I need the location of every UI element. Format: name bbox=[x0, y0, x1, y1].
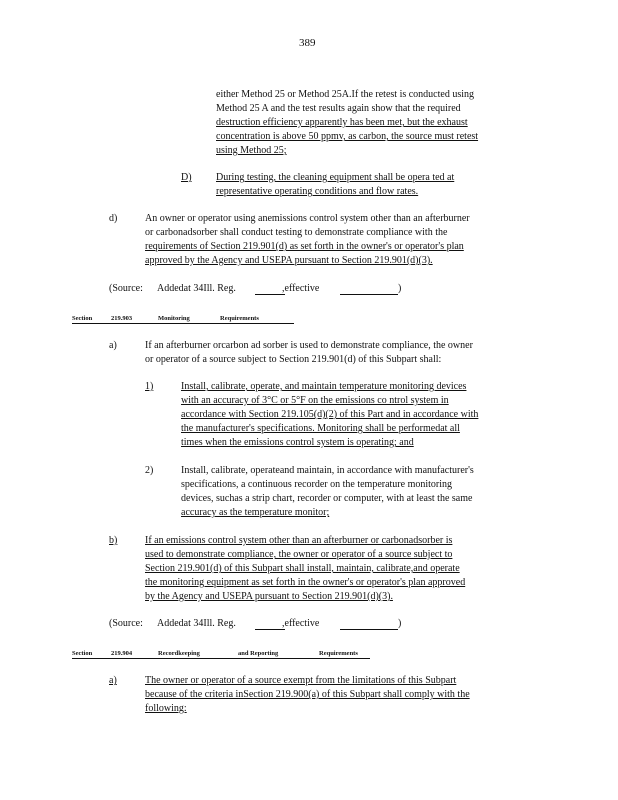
text-line: accordance with Section 219.105(d)(2) of this Part and in accordance with bbox=[181, 409, 479, 420]
source-prefix: (Source: bbox=[109, 618, 143, 629]
blank-line bbox=[340, 294, 398, 295]
blank-line bbox=[255, 629, 285, 630]
source-added: Addedat 34Ill. Reg. bbox=[157, 618, 236, 629]
text-line: The owner or operator of a source exempt from the limitations of this Subpart bbox=[145, 675, 457, 686]
source-close: ) bbox=[398, 283, 402, 294]
text-line: with an accuracy of 3°C or 5°F on the emissions co ntrol system in bbox=[181, 395, 449, 406]
heading-underline bbox=[72, 658, 370, 659]
text-line: by the Agency and USEPA pursuant to Section 219.901(d)(3). bbox=[145, 591, 393, 602]
text-line: because of the criteria inSection 219.900(a) of this Subpart shall comply with the bbox=[145, 689, 470, 700]
heading-underline bbox=[72, 323, 294, 324]
text-line: the monitoring equipment as set forth in the owner's or operator's plan approved bbox=[145, 577, 466, 588]
text-line: Install, calibrate, operateand maintain, in accordance with manufacturer's bbox=[181, 465, 474, 476]
text-line: following: bbox=[145, 703, 187, 714]
page-number: 389 bbox=[299, 37, 316, 49]
item-label: 1) bbox=[145, 381, 154, 392]
item-label: a) bbox=[109, 340, 117, 351]
source-effective: ,effective bbox=[282, 618, 320, 629]
item-label: b) bbox=[109, 535, 118, 546]
blank-line bbox=[255, 294, 285, 295]
section-title: Requirements bbox=[319, 650, 358, 657]
text-line: used to demonstrate compliance, the owner or operator of a source subject to bbox=[145, 549, 453, 560]
text-line: the manufacturer's specifications. Monitoring shall be performedat all bbox=[181, 423, 460, 434]
item-label: d) bbox=[109, 213, 118, 224]
text-line: using Method 25; bbox=[216, 145, 287, 156]
section-label: Section bbox=[72, 315, 93, 322]
section-code: 219.904 bbox=[111, 650, 133, 657]
source-prefix: (Source: bbox=[109, 283, 143, 294]
text-line: destruction efficiency apparently has been met, but the exhaust bbox=[216, 117, 468, 128]
section-title: Monitoring bbox=[158, 315, 190, 322]
text-line: If an afterburner orcarbon ad sorber is used to demonstrate compliance, the owner bbox=[145, 340, 473, 351]
text-line: requirements of Section 219.901(d) as set forth in the owner's or operator's plan bbox=[145, 241, 464, 252]
section-code: 219.903 bbox=[111, 315, 133, 322]
text-line: Section 219.901(d) of this Subpart shall install, maintain, calibrate,and operate bbox=[145, 563, 460, 574]
item-label: 2) bbox=[145, 465, 154, 476]
text-line: During testing, the cleaning equipment shall be opera ted at bbox=[216, 172, 455, 183]
text-line: either Method 25 or Method 25A.If the retest is conducted using bbox=[216, 89, 474, 100]
text-line: concentration is above 50 ppmv, as carbon, the source must retest bbox=[216, 131, 479, 142]
text-line: Method 25 A and the test results again show that the required bbox=[216, 103, 461, 114]
text-line: If an emissions control system other than an afterburner or carbonadsorber is bbox=[145, 535, 453, 546]
section-title: Requirements bbox=[220, 315, 259, 322]
source-effective: ,effective bbox=[282, 283, 320, 294]
text-line: approved by the Agency and USEPA pursuant to Section 219.901(d)(3). bbox=[145, 255, 433, 266]
section-title: Recordkeeping bbox=[158, 650, 200, 657]
blank-line bbox=[340, 629, 398, 630]
item-label: D) bbox=[181, 172, 192, 183]
source-added: Addedat 34Ill. Reg. bbox=[157, 283, 236, 294]
text-line: An owner or operator using anemissions control system other than an afterburner bbox=[145, 213, 470, 224]
source-close: ) bbox=[398, 618, 402, 629]
item-label: a) bbox=[109, 675, 117, 686]
text-line: accuracy as the temperature monitor; bbox=[181, 507, 330, 518]
text-line: or carbonadsorber shall conduct testing to demonstrate compliance with the bbox=[145, 227, 448, 238]
text-line: or operator of a source subject to Section 219.901(d) of this Subpart shall: bbox=[145, 354, 442, 365]
text-line: specifications, a continuous recorder on the temperature monitoring bbox=[181, 479, 453, 490]
section-label: Section bbox=[72, 650, 93, 657]
section-title: and Reporting bbox=[238, 650, 279, 657]
text-line: devices, suchas a strip chart, recorder or computer, with at least the same bbox=[181, 493, 473, 504]
text-line: representative operating conditions and flow rates. bbox=[216, 186, 419, 197]
text-line: times when the emissions control system is operating; and bbox=[181, 437, 414, 448]
text-line: Install, calibrate, operate, and maintain temperature monitoring devices bbox=[181, 381, 467, 392]
